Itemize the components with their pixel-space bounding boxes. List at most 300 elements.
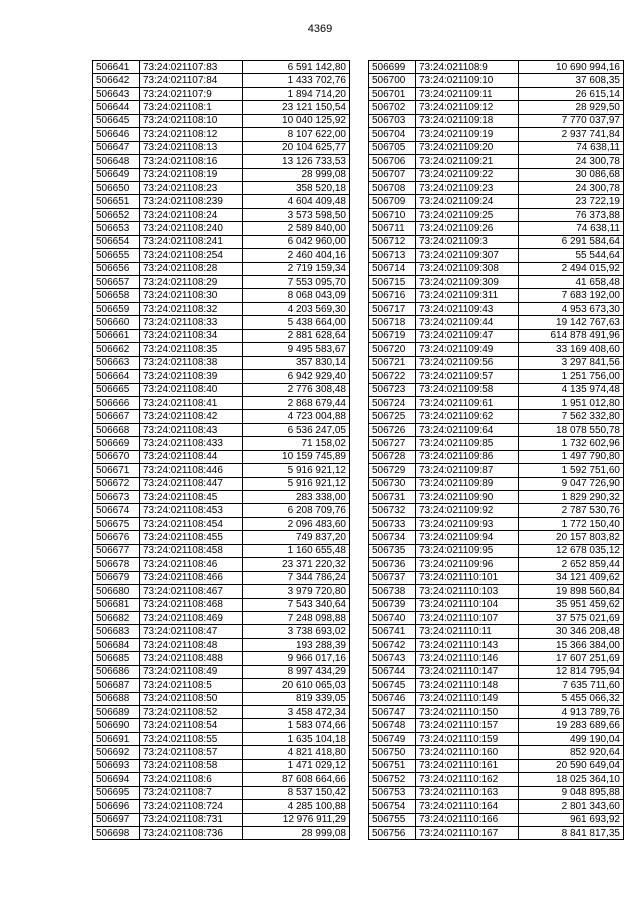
table-row [93,558,350,571]
cadastral-value: 4 953 673,30 [519,302,624,315]
row-number: 506690 [93,719,140,732]
row-number: 506715 [369,276,416,289]
row-number: 506679 [93,571,140,584]
cadastral-value: 749 837,20 [243,531,350,544]
cadastral-number: 73:24:021108:10 [140,114,243,127]
cadastral-number: 73:24:021110:103 [416,585,519,598]
row-number: 506726 [369,423,416,436]
table-row [369,585,624,598]
table-row [369,329,624,342]
table-row [369,464,624,477]
row-number: 506730 [369,477,416,490]
cadastral-value: 74 638,11 [519,222,624,235]
cadastral-value: 3 458 472,34 [243,706,350,719]
row-number: 506650 [93,181,140,194]
cadastral-number: 73:24:021108:58 [140,759,243,772]
row-number: 506680 [93,585,140,598]
cadastral-value: 1 583 074,66 [243,719,350,732]
table-row [93,222,350,235]
row-number: 506669 [93,437,140,450]
cadastral-value: 1 635 104,18 [243,732,350,745]
table-row [93,181,350,194]
cadastral-number: 73:24:021108:453 [140,504,243,517]
row-number: 506673 [93,491,140,504]
cadastral-value: 7 248 098,88 [243,611,350,624]
cadastral-number: 73:24:021109:96 [416,558,519,571]
table-row [93,74,350,87]
row-number: 506711 [369,222,416,235]
row-number: 506719 [369,329,416,342]
row-number: 506718 [369,316,416,329]
row-number: 506700 [369,74,416,87]
cadastral-value: 8 997 434,29 [243,665,350,678]
cadastral-value: 8 068 043,09 [243,289,350,302]
table-row [93,329,350,342]
row-number: 506737 [369,571,416,584]
cadastral-number: 73:24:021107:83 [140,61,243,74]
table-row [369,598,624,611]
cadastral-number: 73:24:021109:49 [416,343,519,356]
table-row [93,289,350,302]
cadastral-number: 73:24:021110:157 [416,719,519,732]
row-number: 506714 [369,262,416,275]
cadastral-value: 2 937 741,84 [519,128,624,141]
table-row [369,222,624,235]
cadastral-value: 33 169 408,60 [519,343,624,356]
table-row [369,692,624,705]
cadastral-number: 73:24:021109:26 [416,222,519,235]
cadastral-value: 7 683 192,00 [519,289,624,302]
row-number: 506693 [93,759,140,772]
row-number: 506738 [369,585,416,598]
cadastral-number: 73:24:021108:1 [140,101,243,114]
table-row [93,504,350,517]
cadastral-value: 15 366 384,00 [519,638,624,651]
row-number: 506688 [93,692,140,705]
row-number: 506750 [369,746,416,759]
row-number: 506687 [93,679,140,692]
cadastral-number: 73:24:021108:458 [140,544,243,557]
cadastral-number: 73:24:021109:10 [416,74,519,87]
cadastral-value: 20 590 649,04 [519,759,624,772]
table-row [369,195,624,208]
cadastral-number: 73:24:021108:488 [140,652,243,665]
cadastral-value: 614 878 491,96 [519,329,624,342]
cadastral-value: 7 553 095,70 [243,276,350,289]
table-row [369,800,624,813]
table-row [369,706,624,719]
cadastral-value: 7 562 332,80 [519,410,624,423]
cadastral-value: 23 121 150,54 [243,101,350,114]
row-number: 506742 [369,638,416,651]
cadastral-number: 73:24:021108:49 [140,665,243,678]
cadastral-number: 73:24:021109:95 [416,544,519,557]
row-number: 506697 [93,813,140,826]
cadastral-value: 17 607 251,69 [519,652,624,665]
row-number: 506753 [369,786,416,799]
row-number: 506734 [369,531,416,544]
cadastral-value: 30 346 208,48 [519,625,624,638]
page-number: 4369 [307,23,333,35]
table-row [93,343,350,356]
cadastral-number: 73:24:021110:162 [416,773,519,786]
row-number: 506713 [369,249,416,262]
cadastral-number: 73:24:021108:466 [140,571,243,584]
cadastral-number: 73:24:021108:241 [140,235,243,248]
cadastral-value: 23 371 220,32 [243,558,350,571]
table-row [369,141,624,154]
cadastral-number: 73:24:021109:11 [416,87,519,100]
table-row [93,826,350,839]
table-row [369,665,624,678]
table-row [93,706,350,719]
cadastral-value: 852 920,64 [519,746,624,759]
cadastral-number: 73:24:021110:146 [416,652,519,665]
table-row [93,316,350,329]
cadastral-value: 10 159 745,89 [243,450,350,463]
cadastral-number: 73:24:021108:41 [140,396,243,409]
table-row [93,235,350,248]
cadastral-value: 37 608,35 [519,74,624,87]
row-number: 506749 [369,732,416,745]
table-row [369,383,624,396]
cadastral-value: 41 658,48 [519,276,624,289]
cadastral-number: 73:24:021108:30 [140,289,243,302]
cadastral-value: 4 821 418,80 [243,746,350,759]
row-number: 506722 [369,370,416,383]
table-row [93,611,350,624]
cadastral-value: 357 830,14 [243,356,350,369]
row-number: 506692 [93,746,140,759]
cadastral-value: 2 881 628,64 [243,329,350,342]
table-row [93,437,350,450]
cadastral-value: 2 719 159,34 [243,262,350,275]
cadastral-number: 73:24:021108:7 [140,786,243,799]
table-row [369,396,624,409]
cadastral-number: 73:24:021108:32 [140,302,243,315]
cadastral-value: 20 157 803,82 [519,531,624,544]
cadastral-number: 73:24:021109:62 [416,410,519,423]
table-row [93,759,350,772]
table-row [369,168,624,181]
cadastral-value: 6 536 247,05 [243,423,350,436]
cadastral-number: 73:24:021108:454 [140,517,243,530]
table-row [369,208,624,221]
row-number: 506731 [369,491,416,504]
table-row [369,155,624,168]
cadastral-value: 6 042 960,00 [243,235,350,248]
row-number: 506733 [369,517,416,530]
cadastral-value: 10 690 994,16 [519,61,624,74]
cadastral-number: 73:24:021108:239 [140,195,243,208]
row-number: 506659 [93,302,140,315]
table-row [93,423,350,436]
cadastral-value: 4 135 974,48 [519,383,624,396]
cadastral-number: 73:24:021109:93 [416,517,519,530]
cadastral-value: 6 291 584,64 [519,235,624,248]
row-number: 506741 [369,625,416,638]
cadastral-number: 73:24:021109:44 [416,316,519,329]
cadastral-value: 4 913 789,76 [519,706,624,719]
table-row [369,423,624,436]
cadastral-number: 73:24:021109:92 [416,504,519,517]
table-row [369,625,624,638]
row-number: 506746 [369,692,416,705]
cadastral-value: 499 190,04 [519,732,624,745]
table-row [369,61,624,74]
row-number: 506756 [369,826,416,839]
cadastral-value: 13 126 733,53 [243,155,350,168]
row-number: 506654 [93,235,140,248]
row-number: 506656 [93,262,140,275]
cadastral-value: 1 951 012,80 [519,396,624,409]
table-row [93,370,350,383]
cadastral-number: 73:24:021107:9 [140,87,243,100]
cadastral-number: 73:24:021108:43 [140,423,243,436]
table-row [369,356,624,369]
row-number: 506649 [93,168,140,181]
cadastral-number: 73:24:021108:467 [140,585,243,598]
cadastral-number: 73:24:021109:308 [416,262,519,275]
cadastral-number: 73:24:021108:736 [140,826,243,839]
row-number: 506725 [369,410,416,423]
cadastral-number: 73:24:021108:48 [140,638,243,651]
cadastral-number: 73:24:021109:21 [416,155,519,168]
cadastral-value: 5 916 921,12 [243,464,350,477]
row-number: 506652 [93,208,140,221]
cadastral-value: 55 544,64 [519,249,624,262]
table-row [369,611,624,624]
cadastral-value: 2 494 015,92 [519,262,624,275]
row-number: 506702 [369,101,416,114]
cadastral-number: 73:24:021108:469 [140,611,243,624]
cadastral-value: 1 829 290,32 [519,491,624,504]
right-register-table [368,60,624,840]
cadastral-value: 1 497 790,80 [519,450,624,463]
cadastral-number: 73:24:021108:55 [140,732,243,745]
cadastral-number: 73:24:021110:11 [416,625,519,638]
table-row [93,356,350,369]
table-row [369,732,624,745]
cadastral-value: 74 638,11 [519,141,624,154]
cadastral-value: 2 801 343,60 [519,800,624,813]
cadastral-value: 1 592 751,60 [519,464,624,477]
table-row [369,181,624,194]
cadastral-number: 73:24:021108:28 [140,262,243,275]
row-number: 506709 [369,195,416,208]
cadastral-number: 73:24:021108:34 [140,329,243,342]
row-number: 506743 [369,652,416,665]
table-row [93,665,350,678]
row-number: 506705 [369,141,416,154]
row-number: 506674 [93,504,140,517]
table-row [93,383,350,396]
table-row [369,786,624,799]
cadastral-value: 24 300,78 [519,181,624,194]
cadastral-number: 73:24:021108:19 [140,168,243,181]
cadastral-value: 19 283 689,66 [519,719,624,732]
row-number: 506667 [93,410,140,423]
cadastral-value: 3 738 693,02 [243,625,350,638]
row-number: 506720 [369,343,416,356]
cadastral-number: 73:24:021108:46 [140,558,243,571]
cadastral-value: 819 339,05 [243,692,350,705]
table-row [369,504,624,517]
table-row [93,746,350,759]
row-number: 506682 [93,611,140,624]
table-row [369,571,624,584]
row-number: 506677 [93,544,140,557]
cadastral-number: 73:24:021108:5 [140,679,243,692]
row-number: 506747 [369,706,416,719]
table-row [93,531,350,544]
cadastral-number: 73:24:021110:107 [416,611,519,624]
cadastral-number: 73:24:021109:57 [416,370,519,383]
table-row [369,517,624,530]
row-number: 506748 [369,719,416,732]
table-row [369,773,624,786]
row-number: 506642 [93,74,140,87]
cadastral-number: 73:24:021109:311 [416,289,519,302]
table-row [93,692,350,705]
cadastral-number: 73:24:021108:455 [140,531,243,544]
table-row [369,813,624,826]
row-number: 506646 [93,128,140,141]
row-number: 506661 [93,329,140,342]
cadastral-number: 73:24:021109:12 [416,101,519,114]
row-number: 506658 [93,289,140,302]
table-row [369,262,624,275]
cadastral-value: 12 678 035,12 [519,544,624,557]
row-number: 506736 [369,558,416,571]
row-number: 506745 [369,679,416,692]
table-row [369,114,624,127]
table-row [93,585,350,598]
cadastral-number: 73:24:021109:18 [416,114,519,127]
row-number: 506684 [93,638,140,651]
row-number: 506648 [93,155,140,168]
table-row [93,464,350,477]
cadastral-value: 1 772 150,40 [519,517,624,530]
cadastral-value: 28 929,50 [519,101,624,114]
cadastral-value: 24 300,78 [519,155,624,168]
cadastral-number: 73:24:021108:468 [140,598,243,611]
table-row [93,491,350,504]
cadastral-number: 73:24:021108:254 [140,249,243,262]
cadastral-value: 4 723 004,88 [243,410,350,423]
cadastral-number: 73:24:021109:47 [416,329,519,342]
row-number: 506698 [93,826,140,839]
row-number: 506670 [93,450,140,463]
cadastral-number: 73:24:021110:161 [416,759,519,772]
cadastral-number: 73:24:021110:159 [416,732,519,745]
cadastral-value: 2 652 859,44 [519,558,624,571]
table-row [369,249,624,262]
table-row [369,679,624,692]
cadastral-number: 73:24:021109:86 [416,450,519,463]
row-number: 506735 [369,544,416,557]
table-row [369,558,624,571]
cadastral-value: 18 025 364,10 [519,773,624,786]
table-row [369,544,624,557]
cadastral-value: 2 096 483,60 [243,517,350,530]
table-row [369,235,624,248]
cadastral-value: 5 916 921,12 [243,477,350,490]
cadastral-number: 73:24:021110:164 [416,800,519,813]
cadastral-value: 1 251 756,00 [519,370,624,383]
table-row [93,719,350,732]
table-row [369,343,624,356]
cadastral-number: 73:24:021110:149 [416,692,519,705]
cadastral-value: 8 841 817,35 [519,826,624,839]
table-row [93,168,350,181]
cadastral-number: 73:24:021108:447 [140,477,243,490]
cadastral-number: 73:24:021107:84 [140,74,243,87]
cadastral-value: 8 537 150,42 [243,786,350,799]
row-number: 506701 [369,87,416,100]
table-row [93,638,350,651]
left-register-table [92,60,350,840]
row-number: 506647 [93,141,140,154]
cadastral-number: 73:24:021109:43 [416,302,519,315]
cadastral-number: 73:24:021109:20 [416,141,519,154]
row-number: 506660 [93,316,140,329]
cadastral-value: 19 142 767,63 [519,316,624,329]
table-row [369,316,624,329]
cadastral-number: 73:24:021109:61 [416,396,519,409]
cadastral-number: 73:24:021108:23 [140,181,243,194]
row-number: 506704 [369,128,416,141]
table-row [369,491,624,504]
table-row [93,155,350,168]
row-number: 506724 [369,396,416,409]
cadastral-value: 193 288,39 [243,638,350,651]
table-row [93,732,350,745]
cadastral-value: 87 608 664,66 [243,773,350,786]
table-row [93,128,350,141]
cadastral-value: 20 104 625,77 [243,141,350,154]
cadastral-value: 4 203 569,30 [243,302,350,315]
cadastral-value: 961 693,92 [519,813,624,826]
row-number: 506744 [369,665,416,678]
table-row [93,61,350,74]
row-number: 506751 [369,759,416,772]
cadastral-number: 73:24:021108:29 [140,276,243,289]
table-row [93,87,350,100]
cadastral-number: 73:24:021109:87 [416,464,519,477]
cadastral-value: 4 285 100,88 [243,800,350,813]
cadastral-number: 73:24:021108:240 [140,222,243,235]
row-number: 506676 [93,531,140,544]
cadastral-value: 6 942 929,40 [243,370,350,383]
cadastral-number: 73:24:021110:143 [416,638,519,651]
row-number: 506683 [93,625,140,638]
table-row [369,638,624,651]
cadastral-value: 2 460 404,16 [243,249,350,262]
cadastral-value: 9 495 583,67 [243,343,350,356]
cadastral-value: 23 722,19 [519,195,624,208]
row-number: 506739 [369,598,416,611]
row-number: 506681 [93,598,140,611]
cadastral-value: 6 591 142,80 [243,61,350,74]
cadastral-value: 7 344 786,24 [243,571,350,584]
cadastral-number: 73:24:021108:45 [140,491,243,504]
cadastral-number: 73:24:021110:147 [416,665,519,678]
cadastral-number: 73:24:021108:6 [140,773,243,786]
table-row [93,410,350,423]
row-number: 506716 [369,289,416,302]
cadastral-number: 73:24:021110:150 [416,706,519,719]
